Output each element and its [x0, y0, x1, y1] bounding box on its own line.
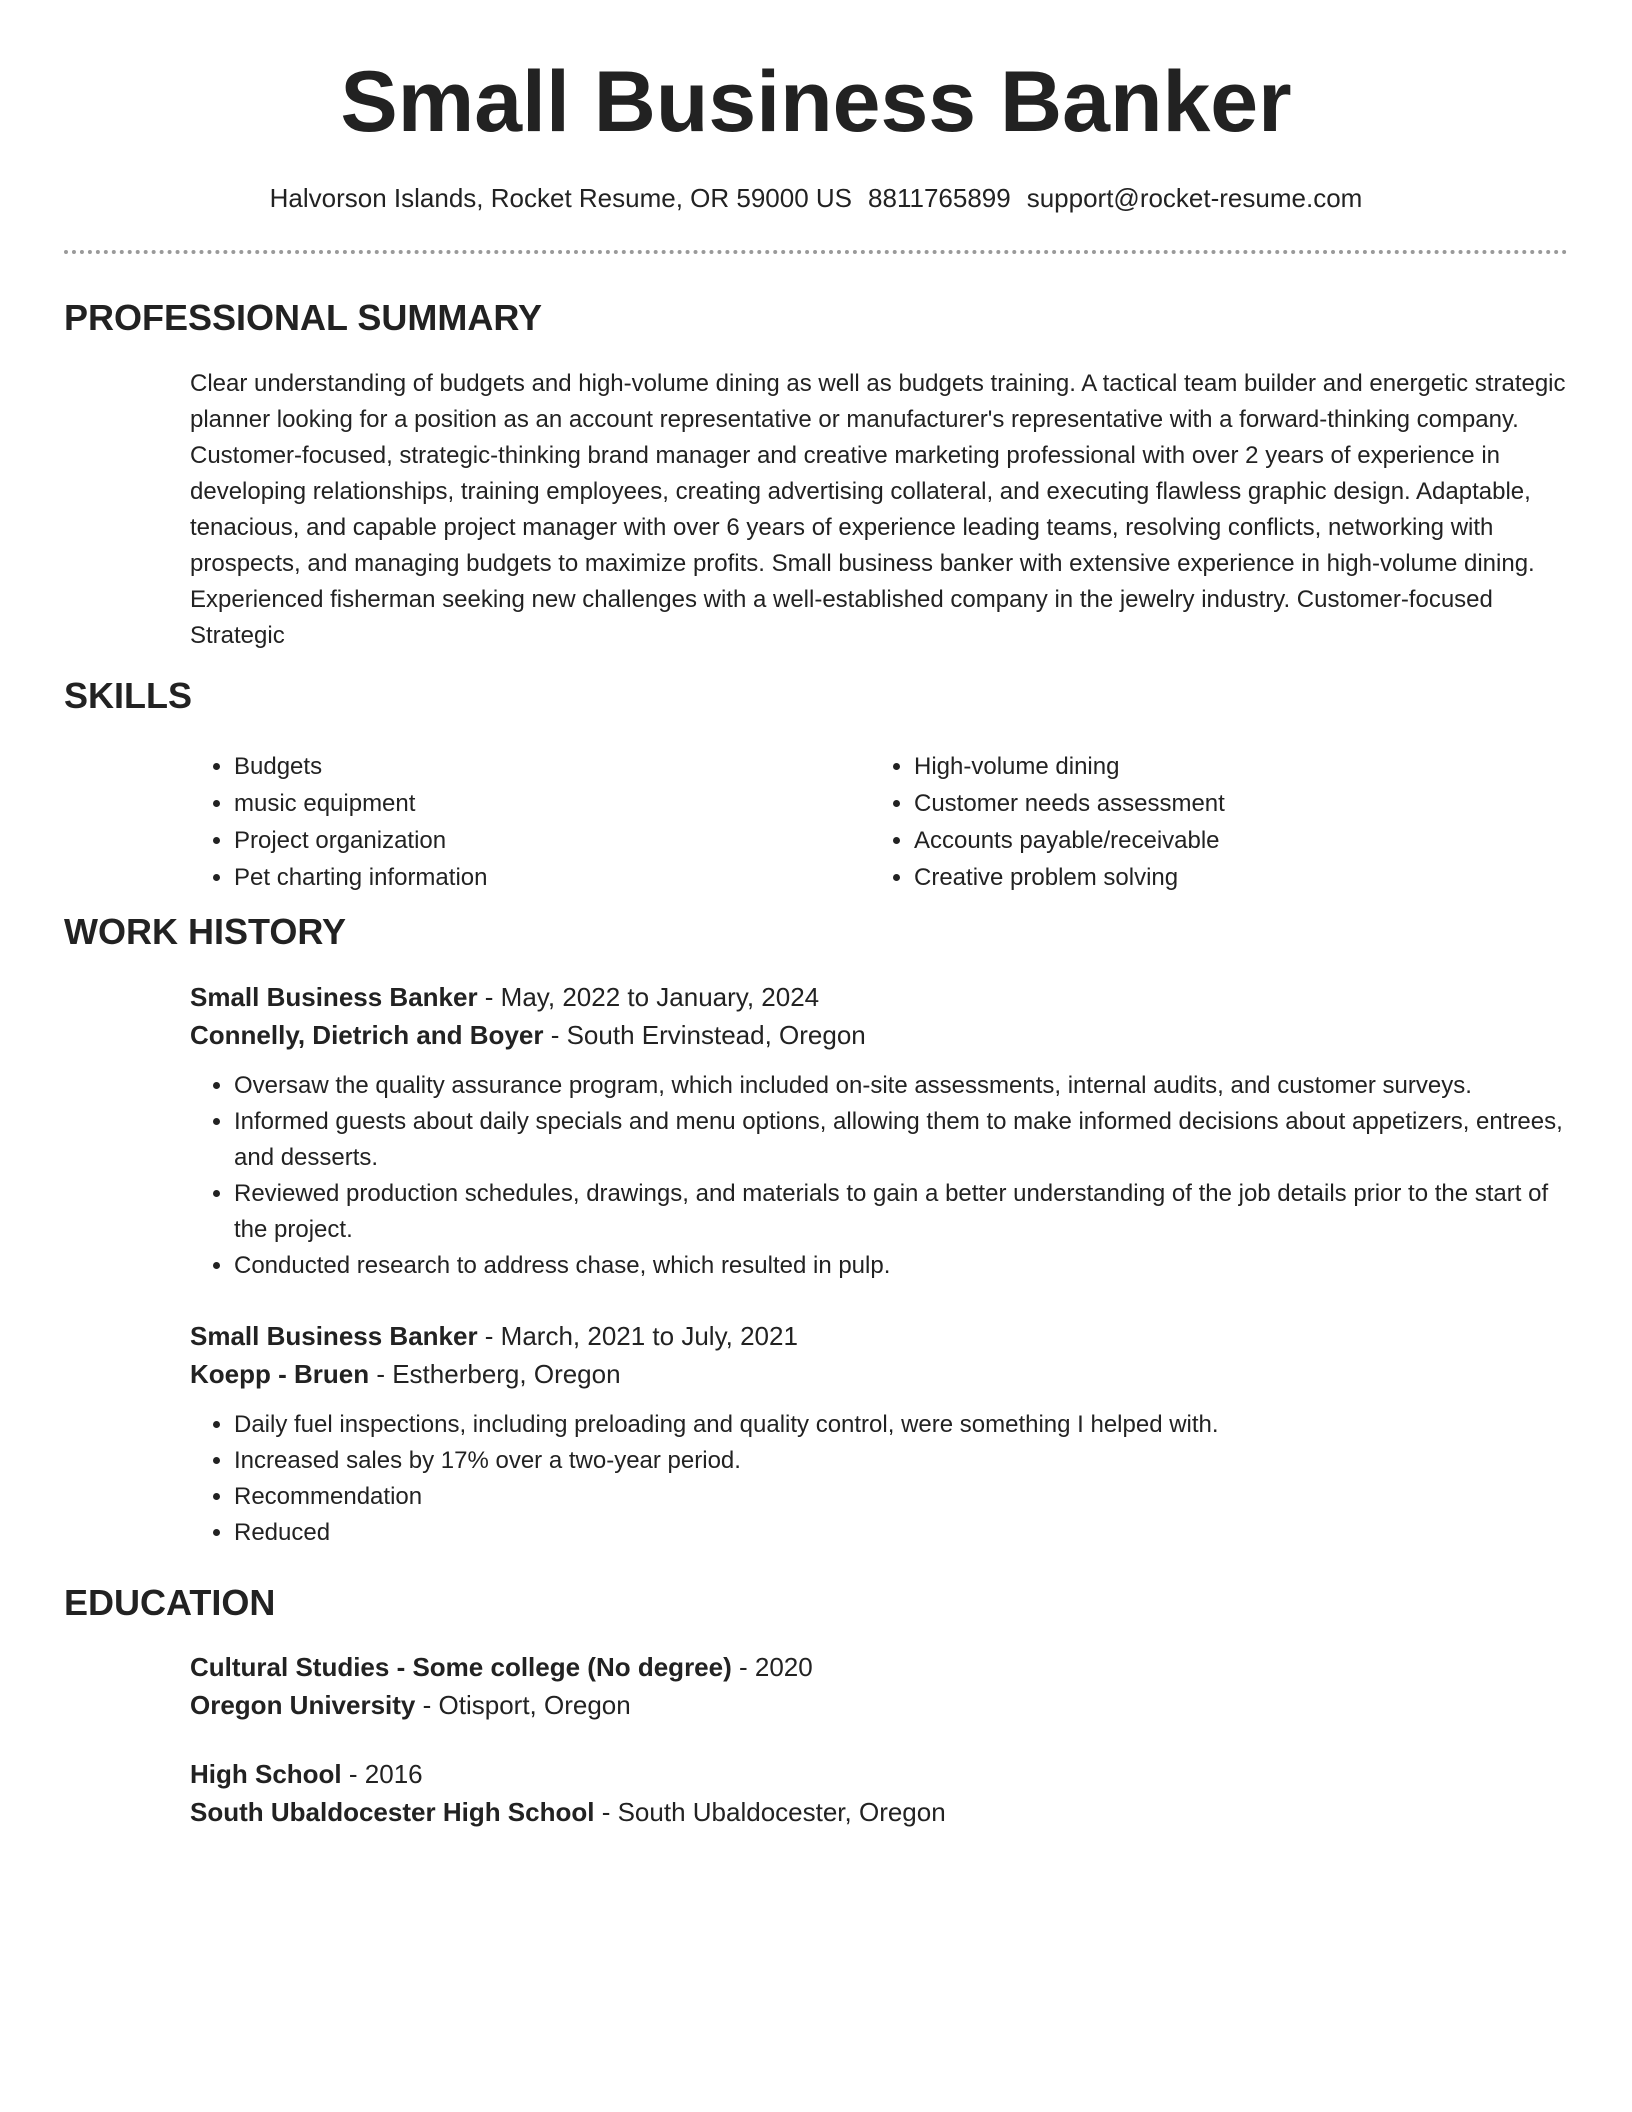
job-bullets: [190, 1407, 1570, 1551]
job-location: - South Ervinstead, Oregon: [543, 1020, 866, 1050]
skill-item: • High-volume dining: [914, 748, 1550, 785]
job-company-line: [190, 1355, 1570, 1393]
job-title-line: [190, 978, 1570, 1016]
skills-heading: SKILLS: [64, 675, 193, 716]
skill-item: • Pet charting information: [234, 859, 870, 896]
header-divider: [64, 250, 1568, 254]
job-bullet: • Recommendation: [234, 1479, 1570, 1515]
job-bullet: • Increased sales by 17% over a two-year period.: [234, 1443, 1570, 1479]
education-school-line: [190, 1686, 1570, 1724]
education-heading: EDUCATION: [64, 1582, 276, 1623]
skill-item: • Creative problem solving: [914, 859, 1550, 896]
job-dates: - March, 2021 to July, 2021: [477, 1321, 798, 1351]
summary-heading: PROFESSIONAL SUMMARY: [64, 297, 543, 338]
education-entry: [190, 1648, 1570, 1724]
education-school-line: [190, 1793, 1570, 1831]
job-company: Connelly, Dietrich and Boyer: [190, 1020, 544, 1050]
education-entry: [190, 1755, 1570, 1831]
job-bullet: • Reviewed production schedules, drawings, and materials to gain a better understanding of the job details prior to the start of the project.: [234, 1176, 1570, 1248]
skills-column-left: [190, 748, 870, 896]
job-role: Small Business Banker: [190, 982, 478, 1012]
contact-phone: 8811765899: [868, 183, 1011, 213]
education-location: - South Ubaldocester, Oregon: [594, 1797, 946, 1827]
education-school: South Ubaldocester High School: [190, 1797, 595, 1827]
education-degree: Cultural Studies - Some college (No degree): [190, 1652, 732, 1682]
job-bullet: • Daily fuel inspections, including preloading and quality control, were something I helped with.: [234, 1407, 1570, 1443]
job-role: Small Business Banker: [190, 1321, 478, 1351]
job-dates: - May, 2022 to January, 2024: [477, 982, 820, 1012]
education-year: - 2020: [731, 1652, 813, 1682]
job-bullet: • Reduced: [234, 1515, 1570, 1551]
job-entry: [190, 978, 1570, 1284]
skill-item: • Customer needs assessment: [914, 785, 1550, 822]
skills-column-right: [870, 748, 1550, 896]
job-title-line: [190, 1317, 1570, 1355]
education-degree-line: [190, 1755, 1570, 1793]
job-company: Koepp - Bruen: [190, 1359, 370, 1389]
summary-text: Clear understanding of budgets and high-volume dining as well as budgets training. A tactical team builder and energetic strategic planner looking for a position as an account representative or manufacturer's representative with a forward-thinking company. Customer-focused, strategic-thinking brand manager and creative marketing professional with over 2 years of experience in developing relationships, training employees, creating advertising collateral, and executing flawless graphic design. Adaptable, tenacious, and capable project manager with over 6 years of experience leading teams, resolving conflicts, networking with prospects, and managing budgets to maximize profits. Small business banker with extensive experience in high-volume dining. Experienced fisherman seeking new challenges with a well-established company in the jewelry industry. Customer-focused Strategic: [190, 370, 1566, 649]
candidate-name: Small Business Banker: [340, 54, 1292, 150]
work-history-heading: WORK HISTORY: [64, 911, 347, 952]
job-entry: [190, 1317, 1570, 1551]
job-bullet: • Informed guests about daily specials and menu options, allowing them to make informed decisions about appetizers, entrees, and desserts.: [234, 1104, 1570, 1176]
contact-line: [0, 180, 1632, 216]
contact-email: support@rocket-resume.com: [1026, 183, 1363, 213]
education-year: - 2016: [341, 1759, 423, 1789]
education-school: Oregon University: [190, 1690, 416, 1720]
skill-item: • Budgets: [234, 748, 870, 785]
job-location: - Estherberg, Oregon: [369, 1359, 621, 1389]
job-bullet: • Conducted research to address chase, which resulted in pulp.: [234, 1248, 1570, 1284]
education-location: - Otisport, Oregon: [415, 1690, 631, 1720]
job-bullet: • Oversaw the quality assurance program, which included on-site assessments, internal audits, and customer surveys.: [234, 1068, 1570, 1104]
skill-item: • music equipment: [234, 785, 870, 822]
job-bullets: [190, 1068, 1570, 1284]
job-company-line: [190, 1016, 1570, 1054]
skills-list: [190, 748, 1570, 896]
education-degree: High School: [190, 1759, 342, 1789]
skill-item: • Project organization: [234, 822, 870, 859]
skill-item: • Accounts payable/receivable: [914, 822, 1550, 859]
contact-address: Halvorson Islands, Rocket Resume, OR 59000 US: [269, 183, 853, 213]
education-degree-line: [190, 1648, 1570, 1686]
